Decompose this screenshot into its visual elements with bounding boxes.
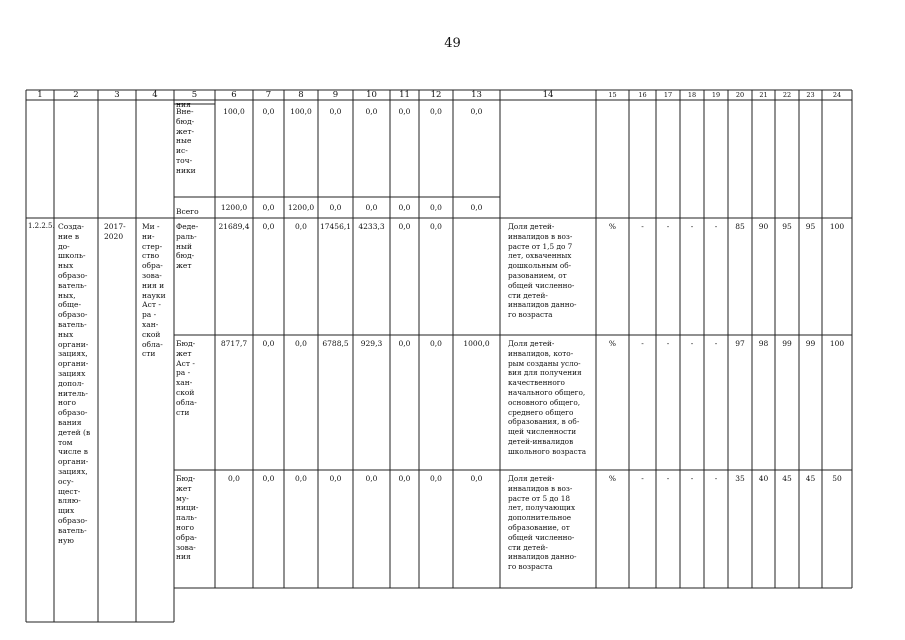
value-cell: - bbox=[666, 474, 670, 483]
column-header-20: 20 bbox=[735, 90, 745, 99]
value-cell: - bbox=[690, 339, 694, 348]
column-header-5: 5 bbox=[191, 89, 198, 100]
column-header-16: 16 bbox=[638, 90, 647, 99]
value-cell: 45 bbox=[805, 474, 816, 483]
column-header-6: 6 bbox=[231, 89, 237, 100]
value-cell: 0,0 bbox=[430, 222, 442, 231]
value-cell: 0,0 bbox=[470, 107, 483, 116]
column-header-22: 22 bbox=[782, 90, 792, 99]
value-cell: 4233,3 bbox=[358, 222, 385, 231]
total-label: Всего bbox=[176, 207, 199, 216]
item-number: 1.2.2.5. bbox=[28, 222, 55, 230]
value-cell: 8717,7 bbox=[220, 339, 248, 348]
column-header-17: 17 bbox=[663, 90, 673, 99]
column-header-4: 4 bbox=[152, 89, 158, 100]
column-header-3: 3 bbox=[114, 89, 120, 100]
value-cell: 45 bbox=[782, 474, 792, 483]
value-cell: 1000,0 bbox=[463, 339, 490, 348]
column-header-19: 19 bbox=[711, 90, 721, 99]
value-cell: 0,0 bbox=[262, 339, 275, 348]
source-label: Феде- раль- ный бюд- жет bbox=[176, 222, 199, 271]
value-cell: 0,0 bbox=[398, 222, 411, 231]
unit-cell: % bbox=[608, 339, 617, 348]
value-cell: - bbox=[641, 222, 644, 231]
value-cell: 0,0 bbox=[262, 222, 275, 231]
value-cell: 100 bbox=[829, 339, 845, 348]
value-cell: - bbox=[666, 339, 670, 348]
value-cell: 0,0 bbox=[398, 203, 411, 212]
value-cell: 0,0 bbox=[365, 107, 378, 116]
value-cell: 0,0 bbox=[430, 203, 442, 212]
column-header-7: 7 bbox=[265, 89, 272, 100]
value-cell: 0,0 bbox=[228, 474, 240, 483]
unit-cell: % bbox=[608, 474, 617, 483]
value-cell: 929,3 bbox=[360, 339, 383, 348]
value-cell: 0,0 bbox=[365, 474, 378, 483]
value-cell: 0,0 bbox=[262, 203, 275, 212]
value-cell: 0,0 bbox=[329, 107, 342, 116]
source-label: Бюд- жет му- ници- паль- ного обра- зова- ния bbox=[176, 474, 199, 562]
value-cell: 85 bbox=[735, 222, 745, 231]
value-cell: 40 bbox=[758, 474, 769, 483]
value-cell: - bbox=[641, 474, 644, 483]
value-cell: 1200,0 bbox=[287, 203, 315, 212]
column-header-10: 10 bbox=[366, 89, 377, 100]
value-cell: - bbox=[641, 339, 644, 348]
item-years: 2017- 2020 bbox=[104, 222, 126, 241]
value-cell: 0,0 bbox=[329, 203, 342, 212]
column-header-15: 15 bbox=[608, 90, 617, 99]
column-header-8: 8 bbox=[298, 89, 304, 100]
value-cell: 99 bbox=[782, 339, 792, 348]
value-cell: 90 bbox=[758, 222, 769, 231]
value-cell: 6788,5 bbox=[322, 339, 349, 348]
value-cell: 0,0 bbox=[365, 203, 378, 212]
column-header-9: 9 bbox=[332, 89, 339, 100]
value-cell: 35 bbox=[735, 474, 745, 483]
column-header-23: 23 bbox=[806, 90, 815, 99]
value-cell: 100,0 bbox=[290, 107, 312, 116]
source-fragment: ния bbox=[176, 99, 191, 109]
source-label: Бюд- жет Аст - ра - хан- ской обла- сти bbox=[176, 339, 197, 417]
value-cell: 0,0 bbox=[398, 339, 411, 348]
value-cell: 100 bbox=[829, 222, 845, 231]
column-header-2: 2 bbox=[73, 89, 79, 100]
value-cell: 0,0 bbox=[262, 107, 275, 116]
value-cell: 0,0 bbox=[430, 107, 442, 116]
value-cell: - bbox=[714, 339, 718, 348]
column-header-13: 13 bbox=[471, 89, 482, 100]
page-number: 49 bbox=[444, 36, 461, 51]
value-cell: 98 bbox=[758, 339, 769, 348]
column-header-24: 24 bbox=[832, 90, 842, 99]
value-cell: 95 bbox=[782, 222, 792, 231]
value-cell: 17456,1 bbox=[319, 222, 351, 231]
column-header-12: 12 bbox=[430, 89, 442, 100]
value-cell: 95 bbox=[805, 222, 816, 231]
column-header-18: 18 bbox=[687, 90, 697, 99]
value-cell: 100,0 bbox=[223, 107, 245, 116]
value-cell: - bbox=[714, 222, 718, 231]
value-cell: - bbox=[690, 222, 694, 231]
value-cell: 0,0 bbox=[470, 474, 483, 483]
column-header-14: 14 bbox=[542, 89, 554, 100]
value-cell: - bbox=[690, 474, 694, 483]
value-cell: 97 bbox=[735, 339, 745, 348]
value-cell: 0,0 bbox=[430, 474, 442, 483]
value-cell: 0,0 bbox=[398, 474, 411, 483]
value-cell: 0,0 bbox=[398, 107, 411, 116]
indicator-text: Доля детей- инвалидов в воз- расте от 1,5 до 7 лет, охваченных дошкольным об- разованием, от общей численно- сти детей- инвалидов данно- го возраста bbox=[508, 222, 577, 320]
value-cell: 0,0 bbox=[262, 474, 275, 483]
value-cell: 0,0 bbox=[295, 339, 307, 348]
value-cell: 1200,0 bbox=[220, 203, 248, 212]
column-header-1: 1 bbox=[37, 89, 43, 100]
value-cell: - bbox=[714, 474, 718, 483]
unit-cell: % bbox=[608, 222, 617, 231]
indicator-text: Доля детей- инвалидов, кото- рым созданы усло- вия для получения качественного начального общего, основного общего, среднего общего образования, в об- щей численности детей-инвалидов школьного возраста bbox=[508, 339, 587, 456]
item-executor: Ми - ни- стер- ство обра- зова- ния и науки Аст - ра - хан- ской обла- сти bbox=[142, 222, 166, 359]
value-cell: 0,0 bbox=[295, 222, 307, 231]
column-header-21: 21 bbox=[759, 90, 768, 99]
value-cell: 0,0 bbox=[430, 339, 442, 348]
value-cell: 50 bbox=[832, 474, 842, 483]
value-cell: 0,0 bbox=[295, 474, 307, 483]
value-cell: 21689,4 bbox=[218, 222, 250, 231]
value-cell: - bbox=[666, 222, 670, 231]
value-cell: 0,0 bbox=[470, 203, 483, 212]
indicator-text: Доля детей- инвалидов в воз- расте от 5 до 18 лет, получающих дополнительное образование, от общей численно- сти детей- инвалидов данно- го возраста bbox=[508, 474, 577, 572]
column-header-11: 11 bbox=[399, 89, 410, 100]
value-cell: 99 bbox=[805, 339, 816, 348]
item-name: Созда- ние в до- школь- ных образо- ватель- ных, обще- образо- ватель- ных органи- зациях, органи- зациях допол- нитель- ного образо- вания детей (в том числе в органи- зациях, осу- щест- вляю- щих образо- ватель- ную bbox=[58, 222, 91, 545]
value-cell: 0,0 bbox=[329, 474, 342, 483]
source-label: Вне- бюд- жет- ные ис- точ- ники bbox=[176, 107, 196, 175]
